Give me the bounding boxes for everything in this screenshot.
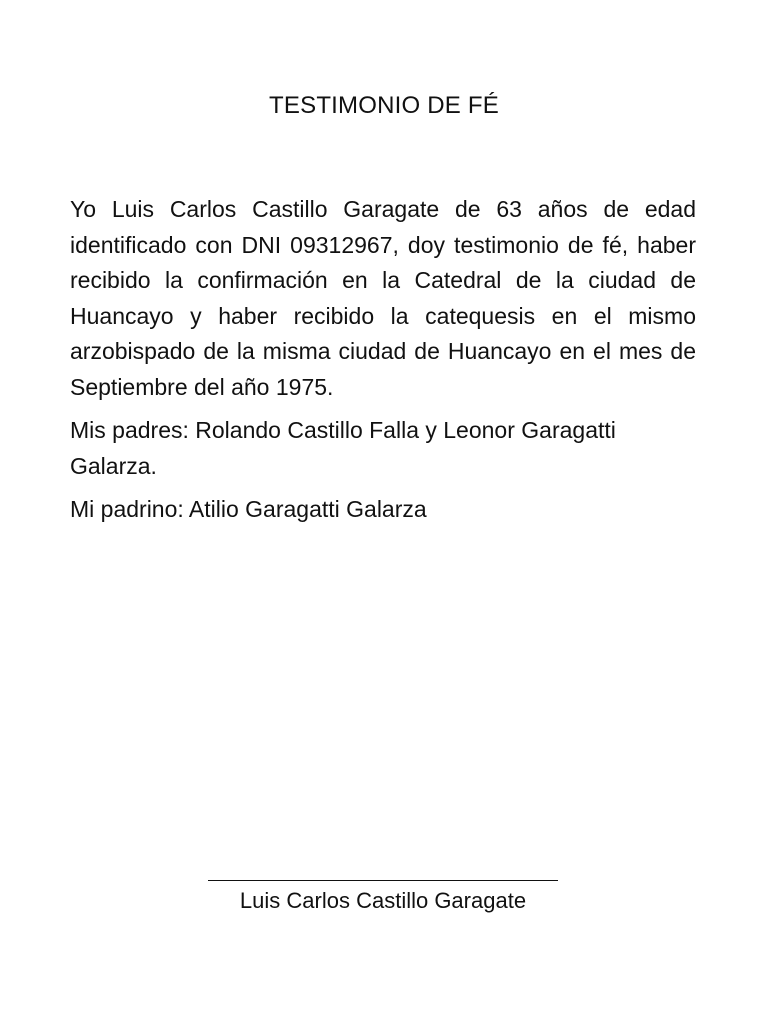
document-title: TESTIMONIO DE FÉ [269, 92, 499, 119]
parents-paragraph: Mis padres: Rolando Castillo Falla y Leonor Garagatti Galarza. [70, 417, 616, 479]
godfather-paragraph: Mi padrino: Atilio Garagatti Galarza [70, 496, 427, 522]
testimony-paragraph: Yo Luis Carlos Castillo Garagate de 63 años de edad identificado con DNI 09312967, doy testimonio de fé, haber recibido la confirmación en la Catedral de la ciudad de Huancayo y haber recibido la catequesis en el mismo arzobispado de la misma ciudad de Huancayo en el mes de Septiembre del año 1975. [70, 196, 696, 400]
document-body [70, 192, 696, 536]
signature-name: Luis Carlos Castillo Garagate [239, 888, 527, 913]
signature-line [208, 880, 558, 881]
